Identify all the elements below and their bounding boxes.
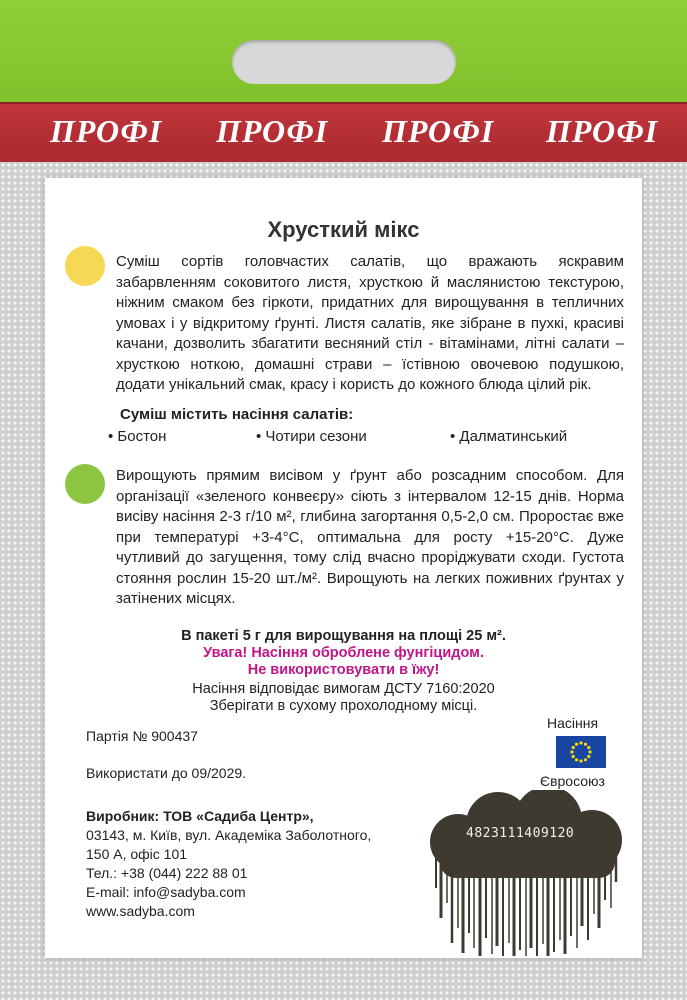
- brand-label: ПРОФІ: [216, 113, 329, 149]
- brand-label: ПРОФІ: [50, 113, 163, 149]
- growing-text: Вирощують прямим висівом у ґрунт або розсадним способом. Для організації «зеленого конвеєру» сіють з інтервалом 12-15 днів. Норма висіву насіння 2-3 г/10 м², глибина загортання 0,5-2,0 см. Проростає вже при температурі +3-4°С, оптимальна для росту +15-20°С. Дуже чутливий до загущення, тому слід вчасно проріджувати сходи. Густота стояння рослин 15-20 шт./м². Вирощують на легких поживних ґрунтах у затінених місцях.: [116, 467, 624, 607]
- barcode-number: 4823111409120: [466, 826, 575, 841]
- eu-label-top: Насіння: [547, 715, 599, 731]
- hang-hole: [232, 40, 456, 84]
- producer-phone: Тел.: +38 (044) 222 88 01: [86, 865, 248, 881]
- product-title: Хрусткий мікс: [267, 217, 420, 242]
- green-dot-icon: [65, 464, 105, 504]
- variety-item: • Далматинський: [450, 428, 568, 445]
- yellow-dot-icon: [65, 246, 105, 286]
- producer-website: www.sadyba.com: [86, 903, 195, 919]
- barcode-lines: [432, 848, 622, 958]
- variety-item: • Чотири сезони: [256, 428, 367, 445]
- producer-address: 03143, м. Київ, вул. Академіка Заболотного, 150 А, офіс 101: [86, 827, 372, 862]
- batch-number: Партія № 900437: [86, 728, 198, 744]
- warning-fungicide: Увага! Насіння оброблене фунгіцидом.: [203, 645, 484, 661]
- storage-text: Зберігати в сухому прохолодному місці.: [209, 698, 478, 714]
- use-by-date: Використати до 09/2029.: [86, 765, 247, 781]
- brand-label: ПРОФІ: [382, 113, 495, 149]
- package-info: В пакеті 5 г для вирощування на площі 25 м².: [181, 628, 506, 644]
- mix-title: Суміш містить насіння салатів:: [120, 406, 354, 423]
- standard-text: Насіння відповідає вимогам ДСТУ 7160:2020: [192, 681, 495, 697]
- brand-label: ПРОФІ: [546, 113, 659, 149]
- producer-info: [86, 807, 371, 921]
- description-text: Суміш сортів головчастих салатів, що вражають яскравим забарвленням соковитого листя, хрусткою й маслянистою текстурою, ніжним смаком без гіркоти, придатних для вирощування в тепличних умовах і у відкритому ґрунті. Листя салатів, яке зібране в пухкі, красиві качани, дозволить збагатити весняний стіл - вітамінами, літні салати – хрусткою ноткою, домашні страви – їстівною овочевою подушкою, додати унікальний смак, красу і користь до кожного блюда цілий рік.: [116, 253, 624, 393]
- eu-flag-icon: [556, 736, 606, 768]
- warning-not-food: Не використовувати в їжу!: [247, 662, 440, 678]
- producer-email: E-mail: info@sadyba.com: [86, 884, 246, 900]
- eu-label-bottom: Євросоюз: [540, 773, 605, 789]
- producer-name: Виробник: ТОВ «Садиба Центр»,: [86, 808, 314, 824]
- variety-item: • Бостон: [108, 428, 167, 445]
